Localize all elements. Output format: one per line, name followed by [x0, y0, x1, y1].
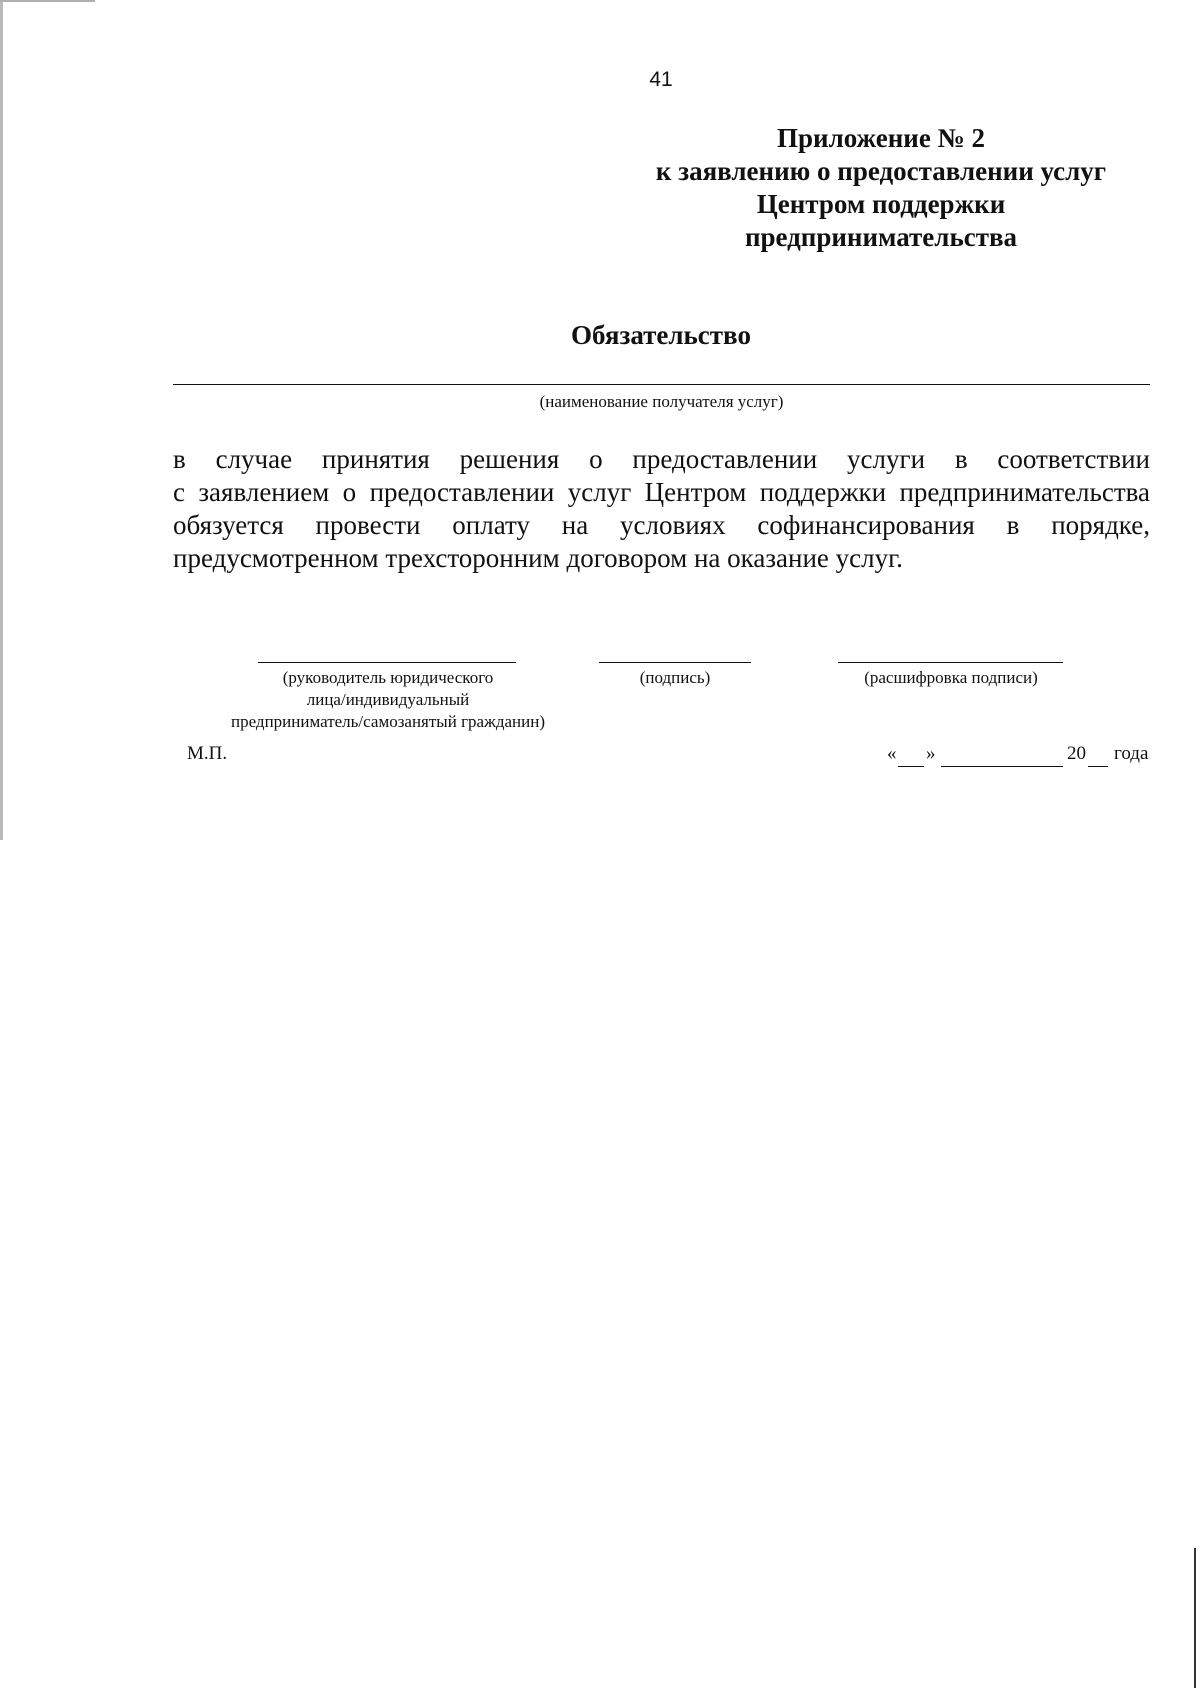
body-line: предусмотренном трехсторонним договором на оказание услуг.	[173, 543, 903, 573]
signature-decode-line	[838, 662, 1063, 663]
head-caption-line: (руководитель юридического	[282, 668, 494, 687]
head-signature-line	[258, 662, 516, 663]
body-line: обязуется провести оплату на условиях софинансирования в порядке,	[173, 510, 1150, 540]
appendix-heading	[630, 122, 1132, 254]
stamp-placeholder: М.П.	[187, 743, 228, 764]
date-month-line	[941, 766, 1063, 767]
page-number: 41	[649, 68, 673, 91]
date-year-prefix: 20	[1067, 743, 1086, 764]
obligation-text	[173, 443, 1150, 575]
appendix-line: Приложение № 2	[777, 123, 985, 153]
date-day-line	[898, 766, 924, 767]
head-caption	[188, 667, 588, 733]
body-line: с заявлением о предоставлении услуг Центром поддержки предпринимательства	[173, 477, 1150, 507]
scan-edge-right	[1194, 1548, 1196, 1688]
scan-edge-left	[0, 0, 3, 840]
appendix-line: к заявлению о предоставлении услуг	[655, 156, 1107, 186]
recipient-name-line	[173, 384, 1150, 385]
signature-line	[599, 662, 751, 663]
date-close-quote: »	[926, 743, 936, 764]
date-open-quote: «	[887, 743, 897, 764]
scan-edge-top	[0, 0, 95, 2]
head-caption-line: лица/индивидуальный	[306, 690, 470, 709]
appendix-line: предпринимательства	[744, 222, 1018, 252]
date-year-line	[1088, 766, 1108, 767]
recipient-caption: (наименование получателя услуг)	[539, 392, 784, 411]
date-year-suffix: года	[1114, 743, 1149, 764]
head-caption-line: предприниматель/самозанятый гражданин)	[231, 712, 545, 731]
signature-caption: (подпись)	[639, 668, 711, 687]
appendix-line: Центром поддержки	[756, 189, 1006, 219]
body-line: в случае принятия решения о предоставлении услуги в соответствии	[173, 444, 1150, 474]
document-title: Обязательство	[571, 320, 751, 350]
signature-decode-caption: (расшифровка подписи)	[864, 668, 1038, 687]
